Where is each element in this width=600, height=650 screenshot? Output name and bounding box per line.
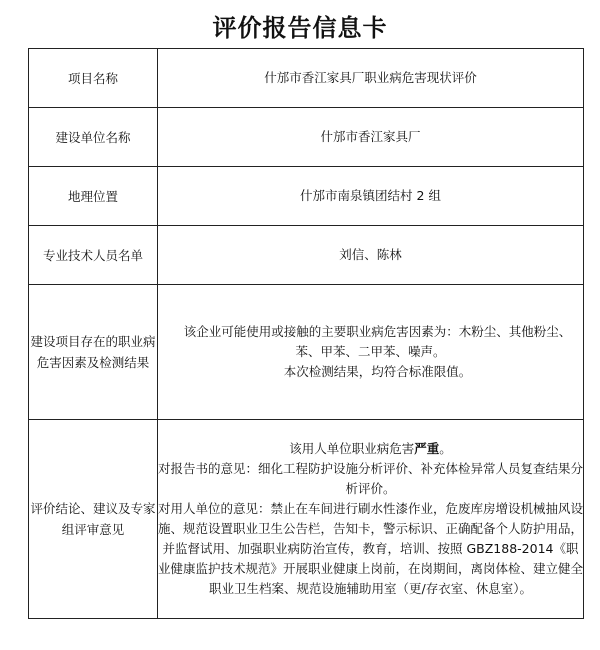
unit-opinion-text: 对用人单位的意见：禁止在车间进行刷水性漆作业，危废库房增设机械抽风设施、规范设置职业卫生公告栏，告知卡，警示标识、正确配备个人防护用品，并监督试用、加强职业病防治宣传，教育，培训、按照 GBZ188-2014《职业健康监护技术规范》开展职业健康上岗前，在岗期间，离岗体检、建立健全职业卫生档案、规范设施辅助用室（更/存衣室、休息室）。	[158, 501, 584, 596]
location-value: 什邡市南泉镇团结村 2 组	[158, 167, 584, 226]
table-row	[29, 49, 584, 108]
hazard-factors-text: 该企业可能使用或接触的主要职业病危害因素为：木粉尘、其他粉尘、苯、甲苯、二甲苯、噪声。	[183, 324, 572, 359]
project-name-value: 什邡市香江家具厂职业病危害现状评价	[158, 49, 584, 108]
hazard-level-emphasis: 严重	[414, 441, 440, 456]
hazard-level-line	[158, 439, 583, 459]
conclusion-value	[158, 420, 584, 619]
hazard-level-prefix: 该用人单位职业病危害	[289, 441, 415, 456]
location-label: 地理位置	[29, 167, 158, 226]
table-row	[29, 226, 584, 285]
hazard-level-suffix: 。	[439, 441, 452, 456]
construction-unit-label: 建设单位名称	[29, 108, 158, 167]
technicians-value: 刘信、陈林	[158, 226, 584, 285]
report-opinion-text: 对报告书的意见：细化工程防护设施分析评价、补充体检异常人员复查结果分析评价。	[158, 461, 584, 496]
page-title: 评价报告信息卡	[212, 14, 388, 42]
table-row	[29, 167, 584, 226]
conclusion-label: 评价结论、建议及专家组评审意见	[29, 420, 158, 619]
hazards-value	[158, 285, 584, 420]
hazards-label: 建设项目存在的职业病危害因素及检测结果	[29, 285, 158, 420]
table-row	[29, 108, 584, 167]
info-card-table	[28, 48, 584, 619]
project-name-label: 项目名称	[29, 49, 158, 108]
table-row	[29, 420, 584, 619]
construction-unit-value: 什邡市香江家具厂	[158, 108, 584, 167]
technicians-label: 专业技术人员名单	[29, 226, 158, 285]
table-row	[29, 285, 584, 420]
detection-result-text: 本次检测结果，均符合标准限值。	[283, 364, 472, 379]
